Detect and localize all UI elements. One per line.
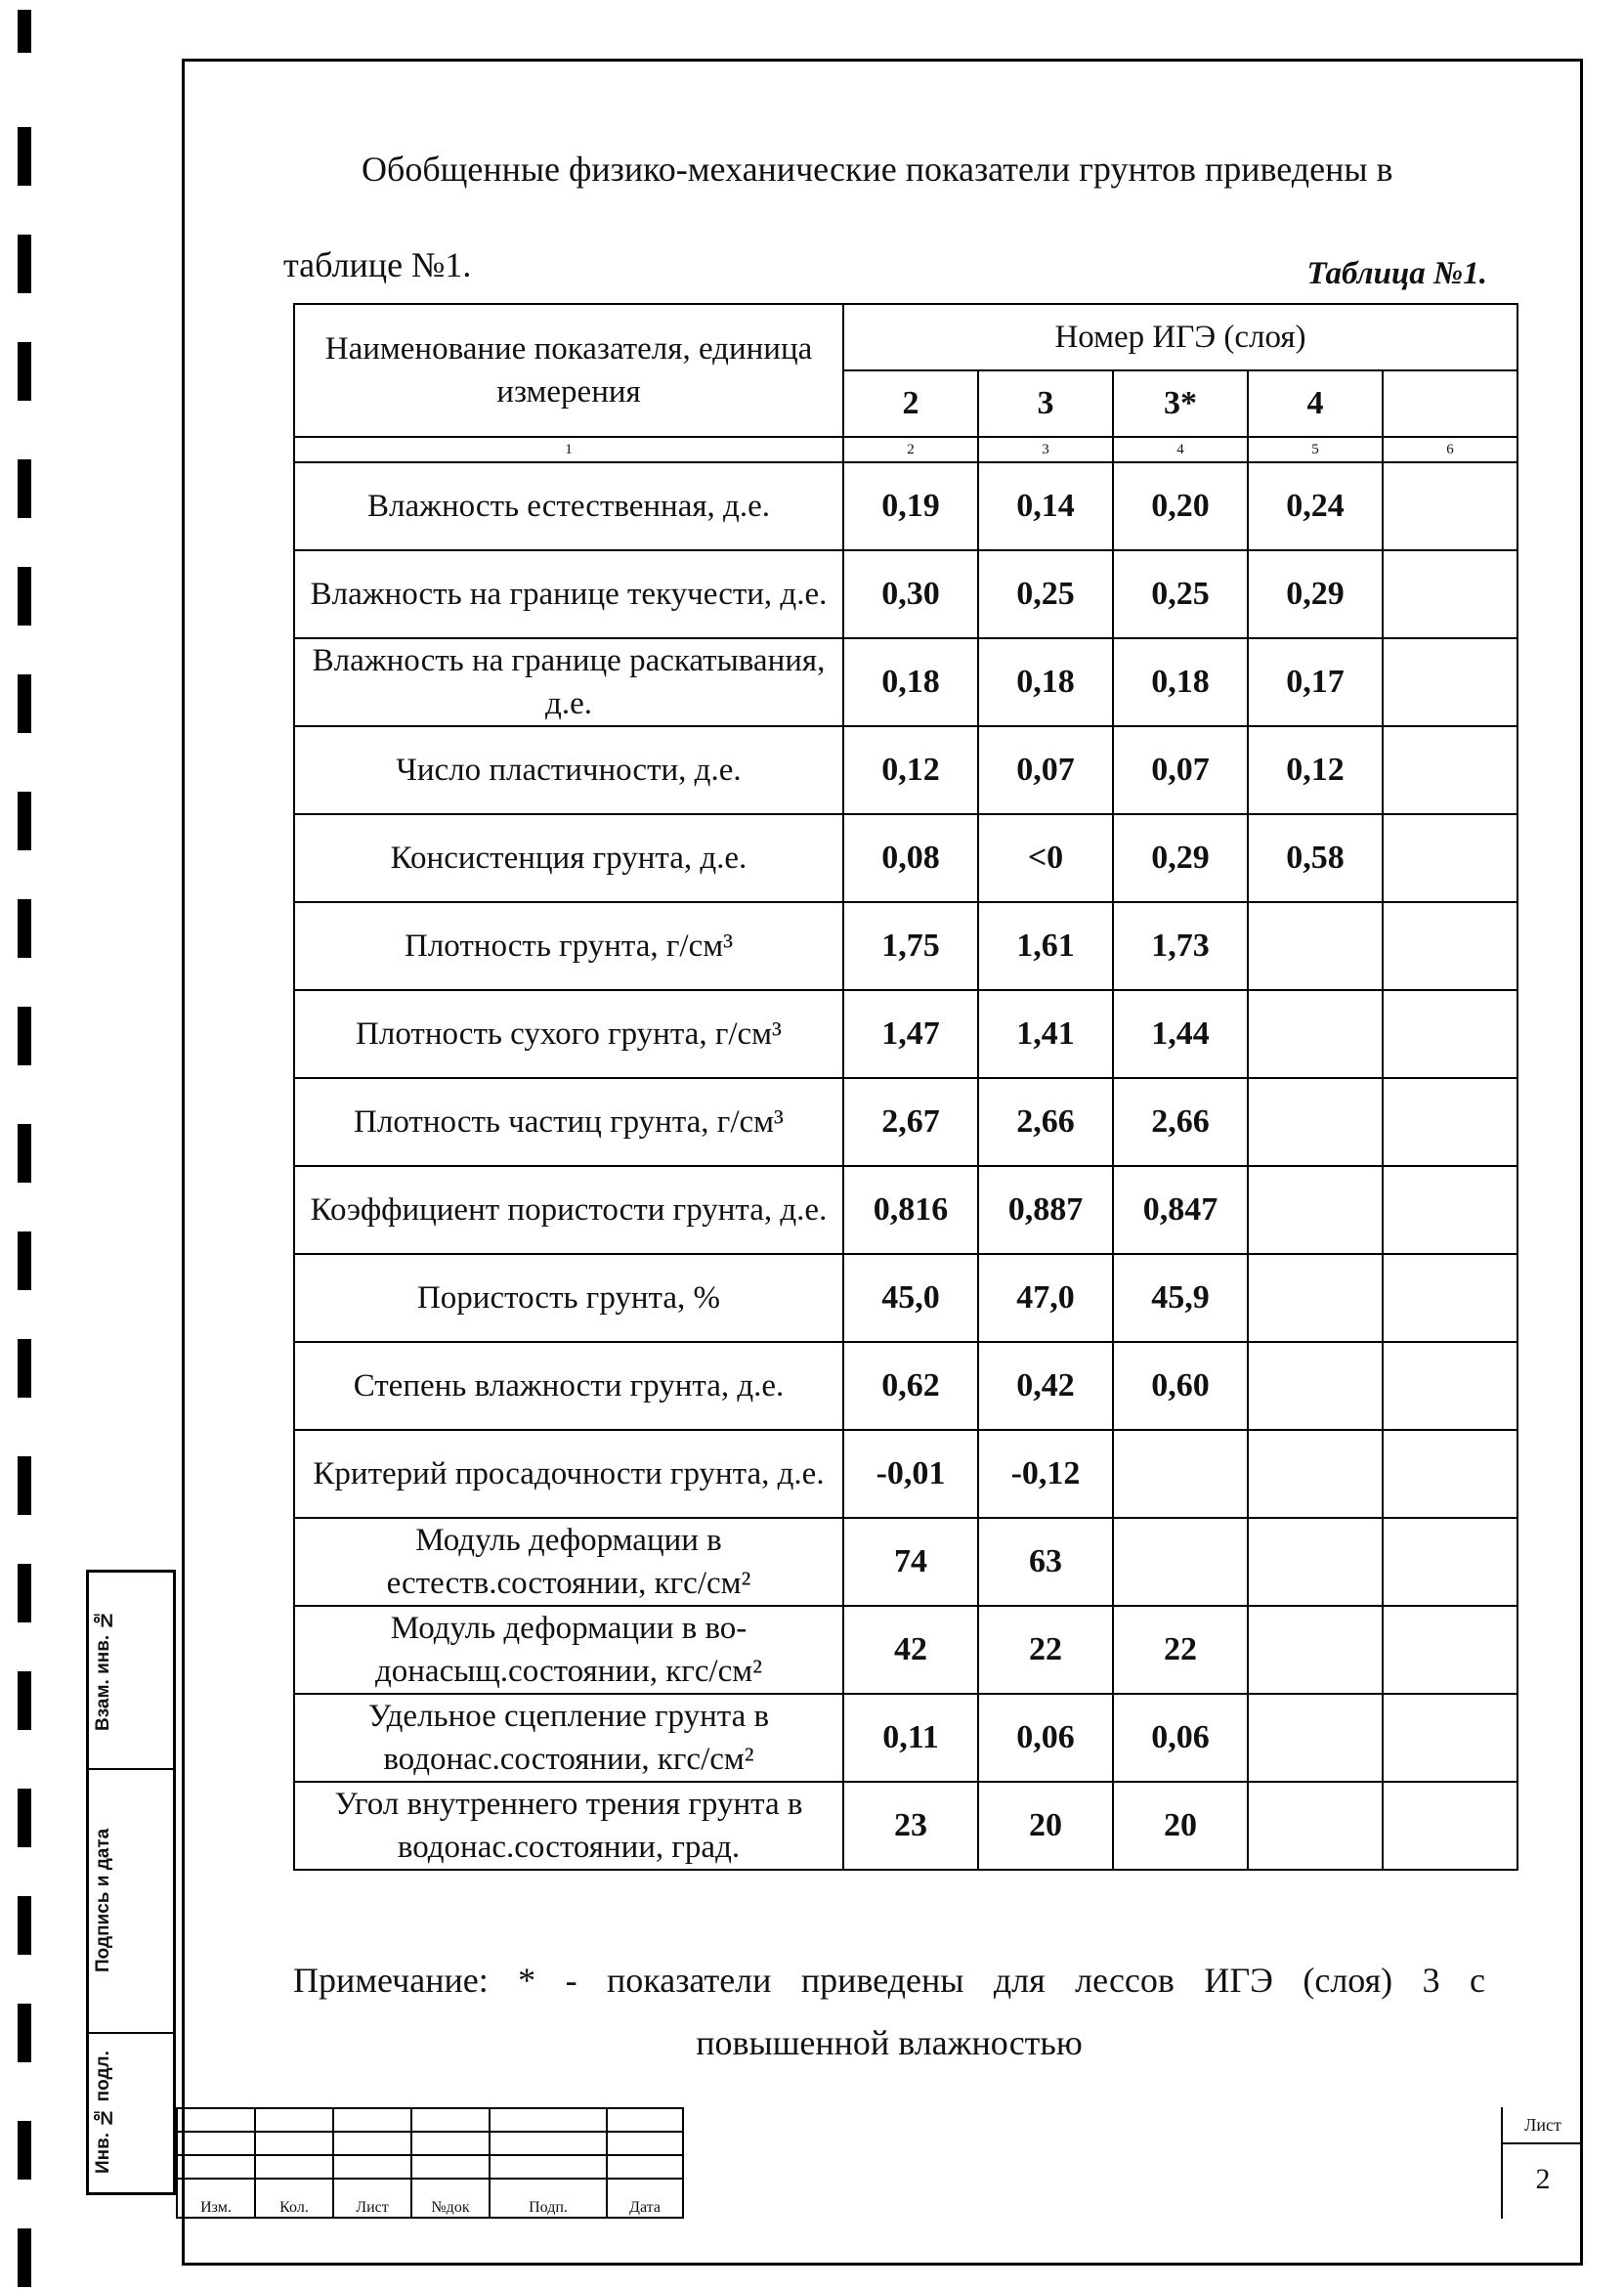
value-cell: 22 bbox=[1113, 1606, 1248, 1694]
value-cell: 45,9 bbox=[1113, 1254, 1248, 1342]
note-line-2: повышенной влажностью bbox=[696, 2023, 1083, 2062]
value-cell: 0,18 bbox=[843, 638, 978, 726]
value-cell: 2,66 bbox=[1113, 1078, 1248, 1166]
value-cell: 0,42 bbox=[978, 1342, 1113, 1430]
title-caption: Подп. bbox=[490, 2179, 607, 2218]
side-section-signature bbox=[89, 1768, 173, 2034]
value-cell: 0,29 bbox=[1248, 550, 1383, 638]
table-row bbox=[294, 814, 1517, 902]
value-cell bbox=[1383, 1606, 1517, 1694]
value-cell bbox=[1248, 1606, 1383, 1694]
table-caption: Таблица №1. bbox=[1306, 256, 1487, 291]
title-block bbox=[176, 2107, 1583, 2219]
value-cell bbox=[1383, 814, 1517, 902]
value-cell: 0,06 bbox=[1113, 1694, 1248, 1782]
table-row bbox=[294, 990, 1517, 1078]
value-cell: 1,73 bbox=[1113, 902, 1248, 990]
value-cell bbox=[1383, 726, 1517, 814]
row-label: Модуль деформации в во-донасыщ.состоянии, кгс/см² bbox=[294, 1606, 843, 1694]
value-cell bbox=[1248, 1518, 1383, 1606]
value-cell: 0,14 bbox=[978, 462, 1113, 550]
header-layer: 4 bbox=[1248, 370, 1383, 437]
table-row bbox=[294, 1606, 1517, 1694]
column-index: 2 bbox=[843, 437, 978, 462]
value-cell: 0,11 bbox=[843, 1694, 978, 1782]
value-cell: 1,47 bbox=[843, 990, 978, 1078]
value-cell bbox=[1248, 1078, 1383, 1166]
row-label: Модуль деформации в естеств.состоянии, кгс/см² bbox=[294, 1518, 843, 1606]
title-caption: Кол. bbox=[255, 2179, 333, 2218]
intro-paragraph: Обобщенные физико-механические показатели грунтов приведены в таблице №1. bbox=[283, 150, 1393, 284]
value-cell: 0,25 bbox=[978, 550, 1113, 638]
side-label: Подпись и дата bbox=[93, 1828, 113, 1972]
sheet-number-box bbox=[1501, 2107, 1583, 2219]
header-layer: 3* bbox=[1113, 370, 1248, 437]
title-caption: Дата bbox=[607, 2179, 683, 2218]
value-cell bbox=[1383, 638, 1517, 726]
row-label: Влажность на границе текучести, д.е. bbox=[294, 550, 843, 638]
binder-holes bbox=[18, 0, 31, 2290]
value-cell bbox=[1383, 902, 1517, 990]
table-row bbox=[294, 1078, 1517, 1166]
value-cell: 0,18 bbox=[1113, 638, 1248, 726]
value-cell bbox=[1383, 1078, 1517, 1166]
header-layer: 2 bbox=[843, 370, 978, 437]
value-cell: 0,25 bbox=[1113, 550, 1248, 638]
value-cell: <0 bbox=[978, 814, 1113, 902]
table-row bbox=[294, 1430, 1517, 1518]
column-index: 4 bbox=[1113, 437, 1248, 462]
header-param: Наименование показателя, единица измерения bbox=[294, 304, 843, 437]
value-cell: 22 bbox=[978, 1606, 1113, 1694]
row-label: Влажность естественная, д.е. bbox=[294, 462, 843, 550]
value-cell: 0,847 bbox=[1113, 1166, 1248, 1254]
note-line-1: Примечание: * - показатели приведены для лессов ИГЭ (слоя) 3 с bbox=[293, 1961, 1485, 2000]
value-cell: 20 bbox=[1113, 1782, 1248, 1870]
value-cell bbox=[1248, 1430, 1383, 1518]
value-cell: 0,17 bbox=[1248, 638, 1383, 726]
value-cell: 20 bbox=[978, 1782, 1113, 1870]
value-cell: 74 bbox=[843, 1518, 978, 1606]
side-label: Инв. № подл. bbox=[93, 2051, 113, 2174]
value-cell: 0,07 bbox=[1113, 726, 1248, 814]
row-label: Консистенция грунта, д.е. bbox=[294, 814, 843, 902]
value-cell: -0,01 bbox=[843, 1430, 978, 1518]
value-cell: 0,887 bbox=[978, 1166, 1113, 1254]
column-index: 1 bbox=[294, 437, 843, 462]
row-label: Плотность сухого грунта, г/см³ bbox=[294, 990, 843, 1078]
value-cell bbox=[1383, 1430, 1517, 1518]
value-cell: -0,12 bbox=[978, 1430, 1113, 1518]
value-cell bbox=[1248, 990, 1383, 1078]
sheet-number: 2 bbox=[1535, 2163, 1551, 2195]
table-row bbox=[294, 638, 1517, 726]
table-row bbox=[294, 550, 1517, 638]
value-cell: 0,58 bbox=[1248, 814, 1383, 902]
value-cell: 0,12 bbox=[843, 726, 978, 814]
value-cell: 0,30 bbox=[843, 550, 978, 638]
value-cell: 1,61 bbox=[978, 902, 1113, 990]
value-cell: 0,12 bbox=[1248, 726, 1383, 814]
value-cell bbox=[1383, 1782, 1517, 1870]
value-cell: 0,19 bbox=[843, 462, 978, 550]
title-caption: №док bbox=[411, 2179, 490, 2218]
value-cell bbox=[1248, 902, 1383, 990]
value-cell: 42 bbox=[843, 1606, 978, 1694]
row-label: Степень влажности грунта, д.е. bbox=[294, 1342, 843, 1430]
value-cell bbox=[1383, 1254, 1517, 1342]
value-cell bbox=[1383, 462, 1517, 550]
table-note bbox=[293, 1949, 1485, 2074]
value-cell: 2,67 bbox=[843, 1078, 978, 1166]
value-cell bbox=[1383, 990, 1517, 1078]
value-cell: 1,75 bbox=[843, 902, 978, 990]
value-cell: 1,41 bbox=[978, 990, 1113, 1078]
value-cell: 2,66 bbox=[978, 1078, 1113, 1166]
value-cell bbox=[1248, 1342, 1383, 1430]
revision-grid bbox=[176, 2107, 684, 2219]
value-cell bbox=[1383, 1518, 1517, 1606]
column-index: 3 bbox=[978, 437, 1113, 462]
value-cell bbox=[1383, 1342, 1517, 1430]
value-cell: 0,60 bbox=[1113, 1342, 1248, 1430]
value-cell: 0,29 bbox=[1113, 814, 1248, 902]
table-row bbox=[294, 1254, 1517, 1342]
value-cell: 0,62 bbox=[843, 1342, 978, 1430]
value-cell: 63 bbox=[978, 1518, 1113, 1606]
value-cell: 0,08 bbox=[843, 814, 978, 902]
table-row bbox=[294, 1782, 1517, 1870]
row-label: Критерий просадочности грунта, д.е. bbox=[294, 1430, 843, 1518]
header-layer: 3 bbox=[978, 370, 1113, 437]
value-cell bbox=[1113, 1430, 1248, 1518]
table-row bbox=[294, 462, 1517, 550]
value-cell bbox=[1113, 1518, 1248, 1606]
table-row bbox=[294, 902, 1517, 990]
value-cell: 45,0 bbox=[843, 1254, 978, 1342]
table-row bbox=[294, 726, 1517, 814]
value-cell: 0,07 bbox=[978, 726, 1113, 814]
row-label: Коэффициент пористости грунта, д.е. bbox=[294, 1166, 843, 1254]
column-index: 5 bbox=[1248, 437, 1383, 462]
column-index: 6 bbox=[1383, 437, 1517, 462]
table-row bbox=[294, 1166, 1517, 1254]
row-label: Плотность частиц грунта, г/см³ bbox=[294, 1078, 843, 1166]
approval-side-block bbox=[86, 1570, 176, 2195]
row-label: Влажность на границе раскатывания, д.е. bbox=[294, 638, 843, 726]
value-cell: 0,20 bbox=[1113, 462, 1248, 550]
table-row bbox=[294, 1518, 1517, 1606]
table-row bbox=[294, 1342, 1517, 1430]
value-cell bbox=[1383, 550, 1517, 638]
value-cell bbox=[1383, 1166, 1517, 1254]
soil-properties-table bbox=[293, 303, 1518, 1871]
row-label: Угол внутреннего трения грунта в водонас.состоянии, град. bbox=[294, 1782, 843, 1870]
value-cell bbox=[1248, 1166, 1383, 1254]
side-label: Взам. инв. № bbox=[93, 1609, 113, 1732]
value-cell bbox=[1383, 1694, 1517, 1782]
value-cell: 0,24 bbox=[1248, 462, 1383, 550]
row-label: Удельное сцепление грунта в водонас.состоянии, кгс/см² bbox=[294, 1694, 843, 1782]
value-cell: 1,44 bbox=[1113, 990, 1248, 1078]
row-label: Пористость грунта, % bbox=[294, 1254, 843, 1342]
table-row bbox=[294, 1694, 1517, 1782]
value-cell: 0,06 bbox=[978, 1694, 1113, 1782]
value-cell: 47,0 bbox=[978, 1254, 1113, 1342]
value-cell: 0,816 bbox=[843, 1166, 978, 1254]
header-layer bbox=[1383, 370, 1517, 437]
side-section-inventory bbox=[89, 2032, 173, 2192]
sheet-label: Лист bbox=[1503, 2107, 1583, 2144]
title-caption: Лист bbox=[333, 2179, 411, 2218]
value-cell: 23 bbox=[843, 1782, 978, 1870]
header-layer-group: Номер ИГЭ (слоя) bbox=[843, 304, 1517, 370]
value-cell bbox=[1248, 1694, 1383, 1782]
value-cell: 0,18 bbox=[978, 638, 1113, 726]
value-cell bbox=[1248, 1782, 1383, 1870]
value-cell bbox=[1248, 1254, 1383, 1342]
row-label: Плотность грунта, г/см³ bbox=[294, 902, 843, 990]
title-caption: Изм. bbox=[177, 2179, 255, 2218]
side-section-replace bbox=[89, 1573, 173, 1770]
row-label: Число пластичности, д.е. bbox=[294, 726, 843, 814]
